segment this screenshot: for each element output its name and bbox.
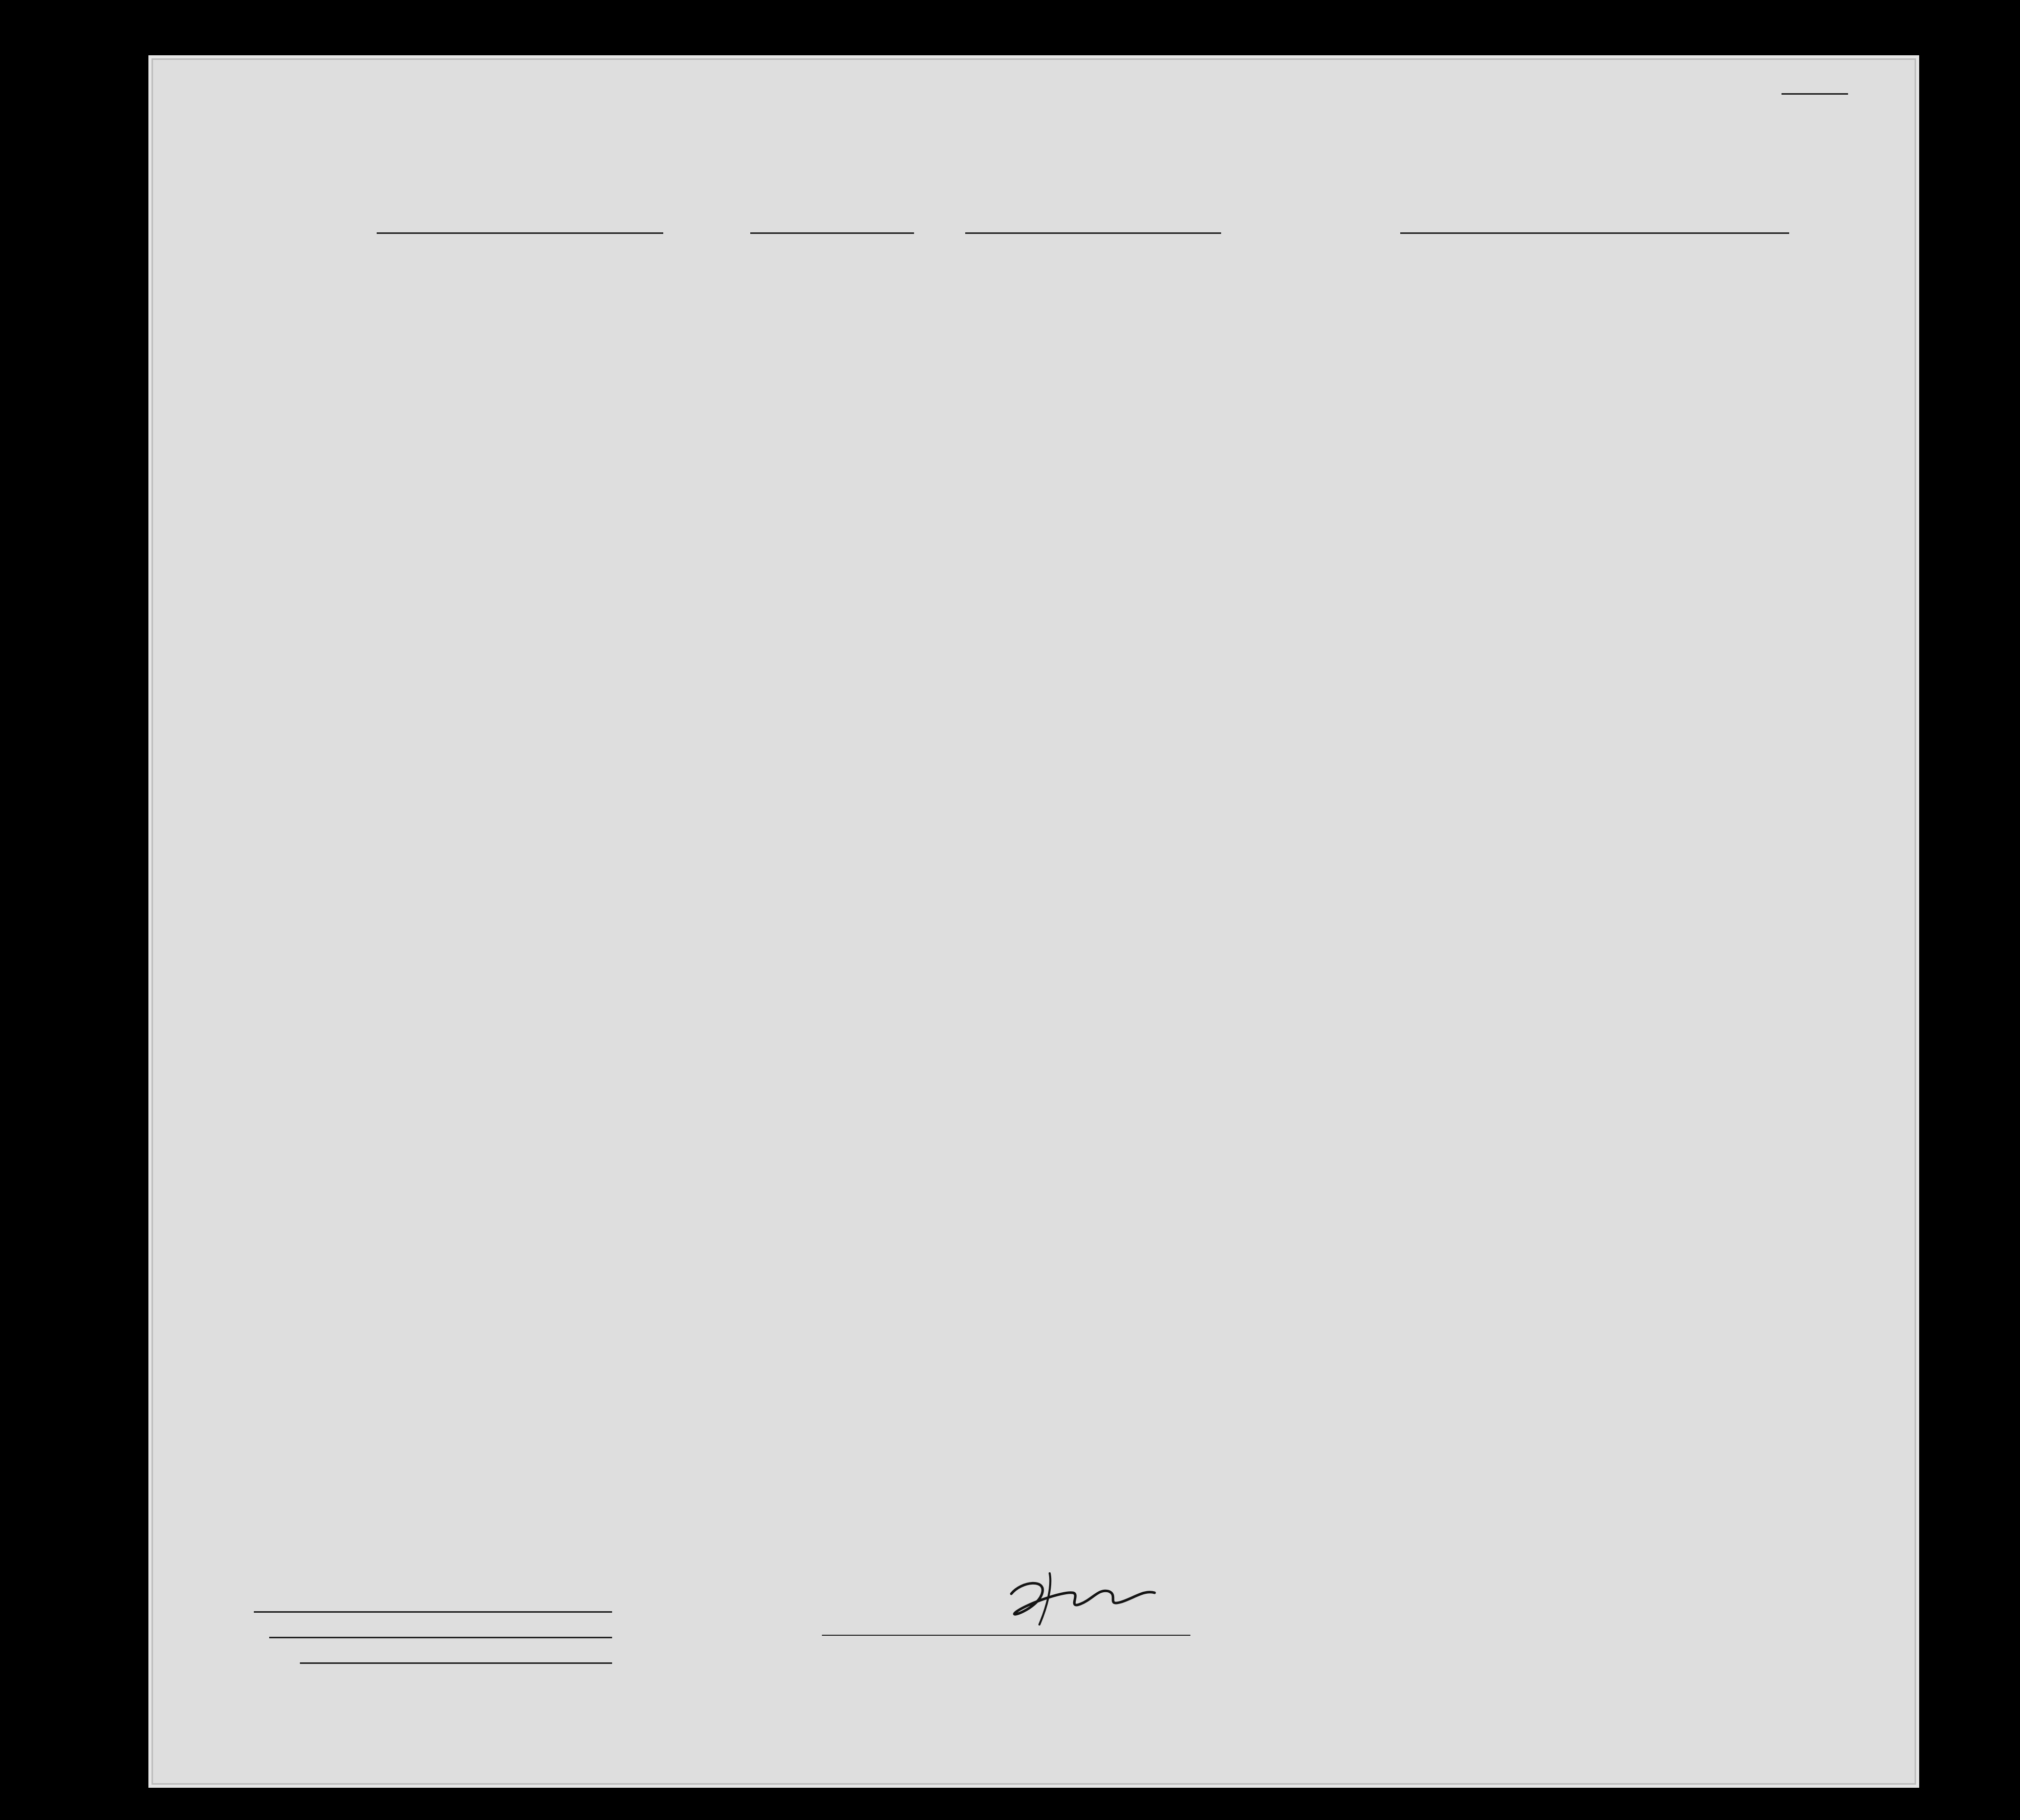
owners-fill xyxy=(269,1637,612,1638)
manifest-sheet xyxy=(148,55,1919,1788)
agents-fill xyxy=(300,1662,612,1664)
manifest-grid xyxy=(151,58,1922,1791)
inspector-line xyxy=(822,1635,1190,1636)
inspector-signature xyxy=(991,1563,1165,1630)
line-fill xyxy=(254,1611,612,1613)
